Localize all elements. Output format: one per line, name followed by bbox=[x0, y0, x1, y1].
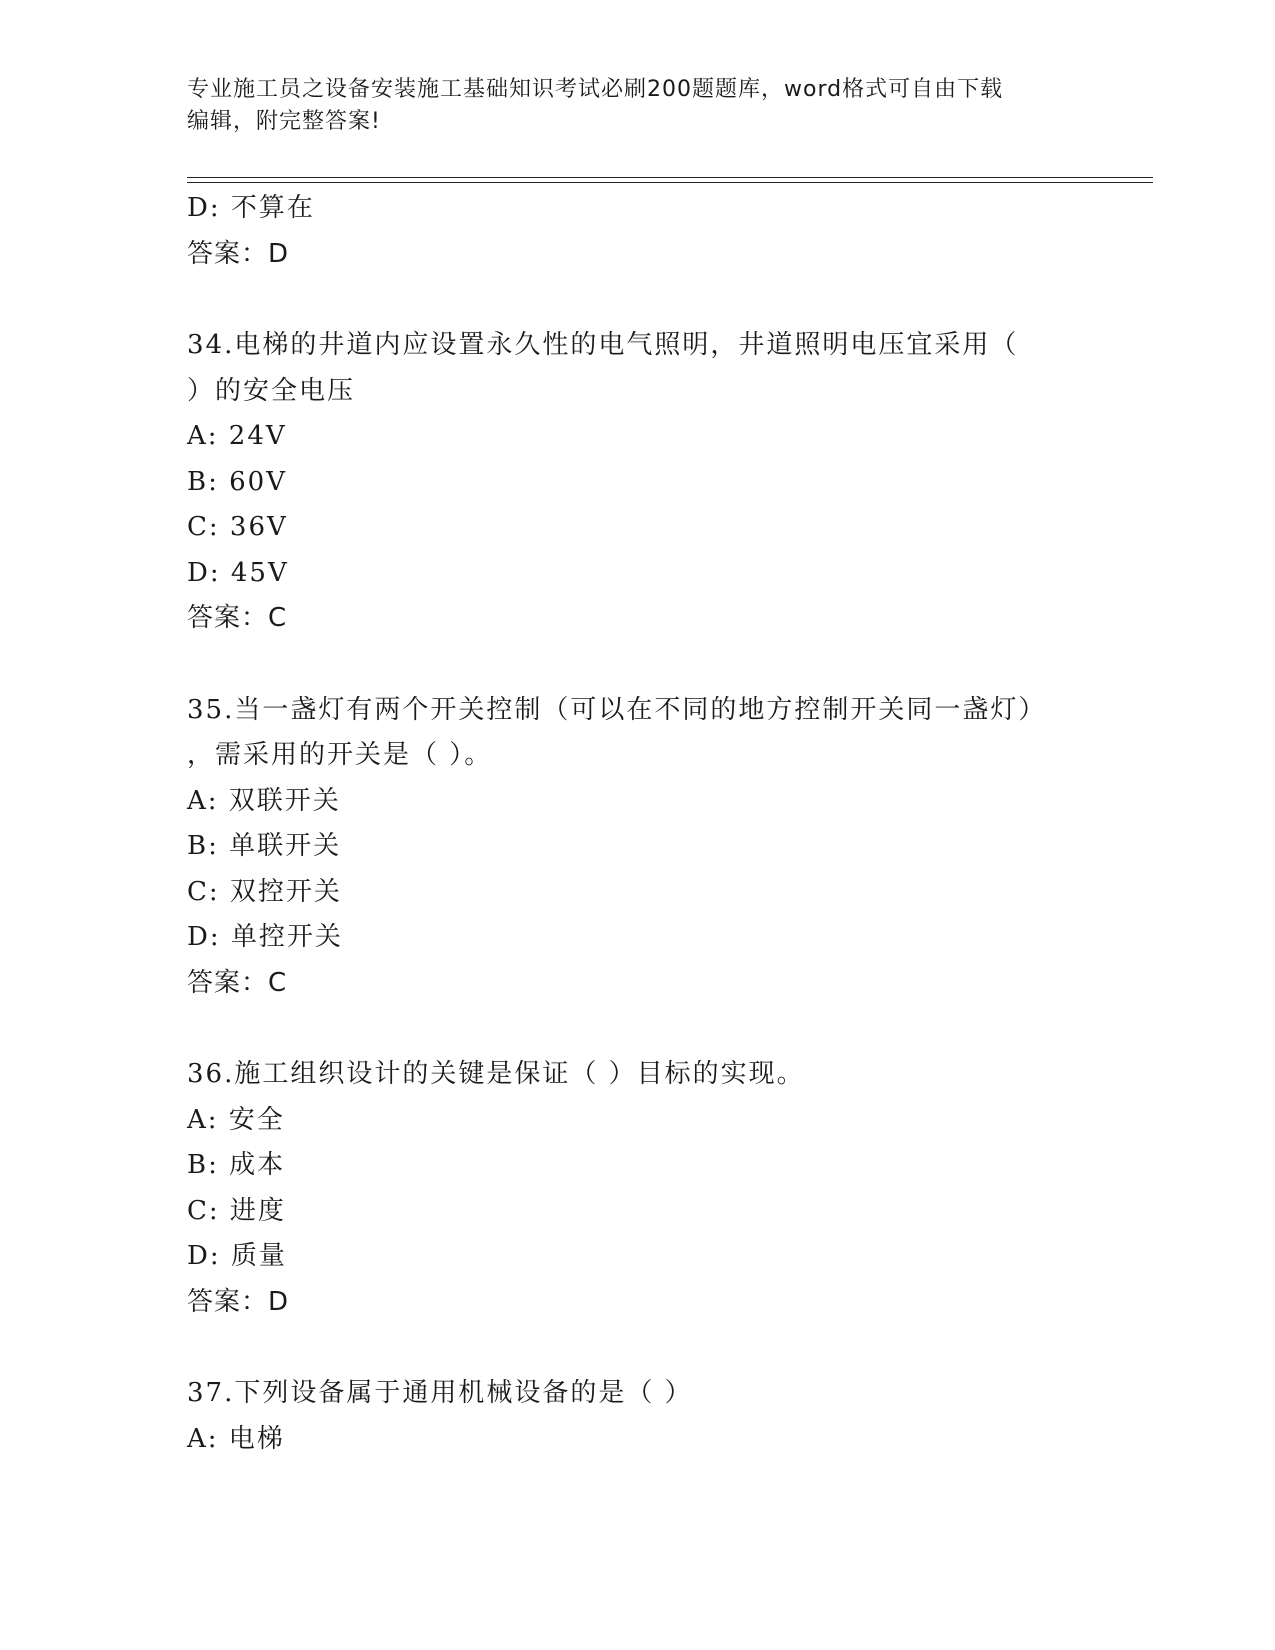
option-d: D: 单控开关 bbox=[187, 922, 343, 952]
option-d: D: 45V bbox=[187, 557, 289, 588]
answer-line: 答案：D bbox=[187, 238, 290, 269]
question-content bbox=[187, 186, 1147, 1462]
question-stem: 36.施工组织设计的关键是保证（ ）目标的实现。 bbox=[187, 1059, 805, 1089]
spacer bbox=[187, 1006, 1147, 1052]
document-header bbox=[187, 74, 1087, 138]
spacer bbox=[187, 642, 1147, 688]
question-stem: 34.电梯的井道内应设置永久性的电气照明，井道照明电压宜采用（ bbox=[187, 330, 1019, 360]
header-title-line-2: 编辑，附完整答案! bbox=[187, 109, 381, 134]
option-a: A: 电梯 bbox=[187, 1423, 285, 1454]
header-title-line-1: 专业施工员之设备安装施工基础知识考试必刷200题题库，word格式可自由下载 bbox=[187, 77, 1004, 102]
header-divider-bottom bbox=[187, 182, 1153, 183]
spacer bbox=[187, 1325, 1147, 1371]
option-d: D: 质量 bbox=[187, 1241, 287, 1271]
option-a: A: 安全 bbox=[187, 1104, 285, 1135]
question-36 bbox=[187, 1052, 1147, 1325]
option-a: A: 24V bbox=[187, 421, 287, 451]
question-stem-continued: ，需采用的开关是（ ）。 bbox=[187, 740, 493, 770]
header-divider-top bbox=[187, 177, 1153, 178]
question-37 bbox=[187, 1371, 1147, 1462]
question-stem-continued: ）的安全电压 bbox=[187, 375, 356, 406]
spacer bbox=[187, 277, 1147, 323]
answer-line: 答案：D bbox=[187, 1286, 290, 1317]
option-c: C: 36V bbox=[187, 512, 288, 542]
question-34 bbox=[187, 323, 1147, 642]
question-35 bbox=[187, 688, 1147, 1007]
question-stem: 35.当一盏灯有两个开关控制（可以在不同的地方控制开关同一盏灯） bbox=[187, 694, 1047, 725]
question-stem: 37.下列设备属于通用机械设备的是（ ） bbox=[187, 1378, 693, 1408]
option-c: C: 双控开关 bbox=[187, 876, 342, 907]
option-d: D: 不算在 bbox=[187, 193, 315, 223]
answer-line: 答案：C bbox=[187, 603, 288, 633]
answer-line: 答案：C bbox=[187, 967, 288, 998]
option-b: B: 单联开关 bbox=[187, 831, 342, 861]
option-c: C: 进度 bbox=[187, 1195, 286, 1226]
option-a: A: 双联开关 bbox=[187, 785, 341, 816]
option-b: B: 60V bbox=[187, 466, 287, 497]
option-b: B: 成本 bbox=[187, 1150, 286, 1180]
